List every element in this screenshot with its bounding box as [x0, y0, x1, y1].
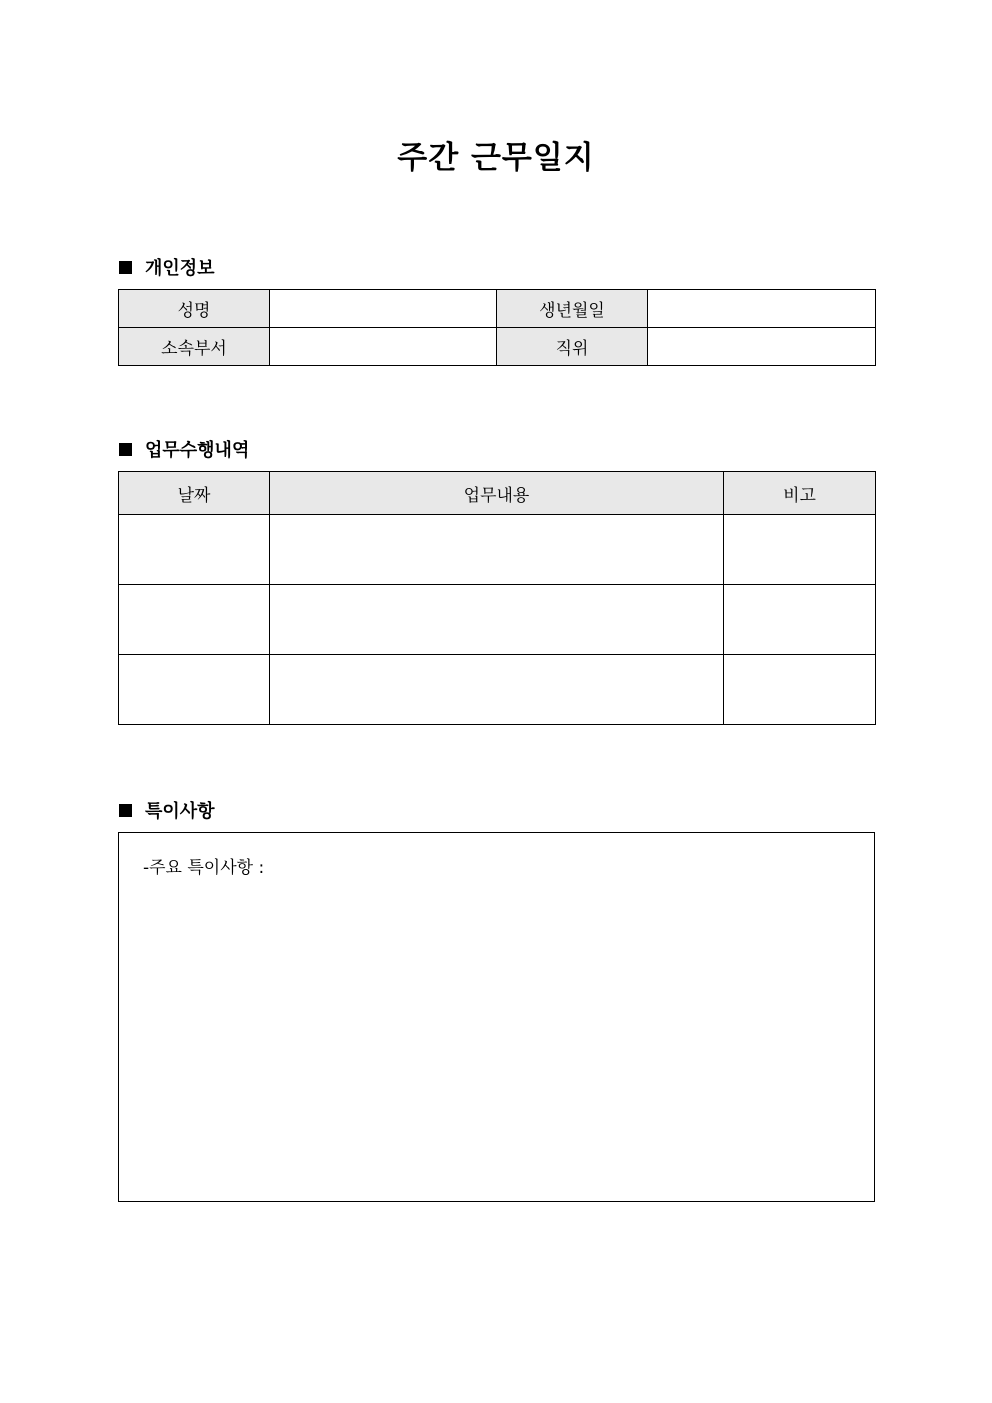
- remarks-field[interactable]: [118, 832, 875, 1202]
- work-log-table: [118, 471, 876, 725]
- date-field[interactable]: [119, 585, 270, 655]
- square-bullet-icon: [119, 804, 132, 817]
- name-label: 성명: [119, 290, 270, 328]
- name-field[interactable]: [270, 290, 497, 328]
- table-row: [119, 655, 876, 725]
- square-bullet-icon: [119, 261, 132, 274]
- birthdate-label: 생년월일: [497, 290, 648, 328]
- personal-info-table: [118, 289, 876, 366]
- page-title: 주간 근무일지: [397, 140, 595, 176]
- note-field[interactable]: [724, 585, 876, 655]
- personal-info-heading-label: 개인정보: [145, 258, 215, 279]
- content-field[interactable]: [270, 585, 724, 655]
- column-header-content: 업무내용: [270, 472, 724, 515]
- table-header-row: [119, 472, 876, 515]
- table-row: [119, 290, 876, 328]
- table-row: [119, 328, 876, 366]
- remarks-heading: [119, 797, 215, 823]
- date-field[interactable]: [119, 515, 270, 585]
- note-field[interactable]: [724, 655, 876, 725]
- position-field[interactable]: [648, 328, 876, 366]
- square-bullet-icon: [119, 443, 132, 456]
- note-field[interactable]: [724, 515, 876, 585]
- department-field[interactable]: [270, 328, 497, 366]
- remarks-text: -주요 특이사항 :: [143, 858, 265, 878]
- column-header-date: 날짜: [119, 472, 270, 515]
- remarks-heading-label: 특이사항: [145, 801, 215, 822]
- content-field[interactable]: [270, 655, 724, 725]
- table-row: [119, 515, 876, 585]
- personal-info-heading: [119, 254, 215, 280]
- date-field[interactable]: [119, 655, 270, 725]
- work-log-heading-label: 업무수행내역: [145, 440, 250, 461]
- table-row: [119, 585, 876, 655]
- department-label: 소속부서: [119, 328, 270, 366]
- content-field[interactable]: [270, 515, 724, 585]
- column-header-note: 비고: [724, 472, 876, 515]
- birthdate-field[interactable]: [648, 290, 876, 328]
- position-label: 직위: [497, 328, 648, 366]
- work-log-heading: [119, 436, 249, 462]
